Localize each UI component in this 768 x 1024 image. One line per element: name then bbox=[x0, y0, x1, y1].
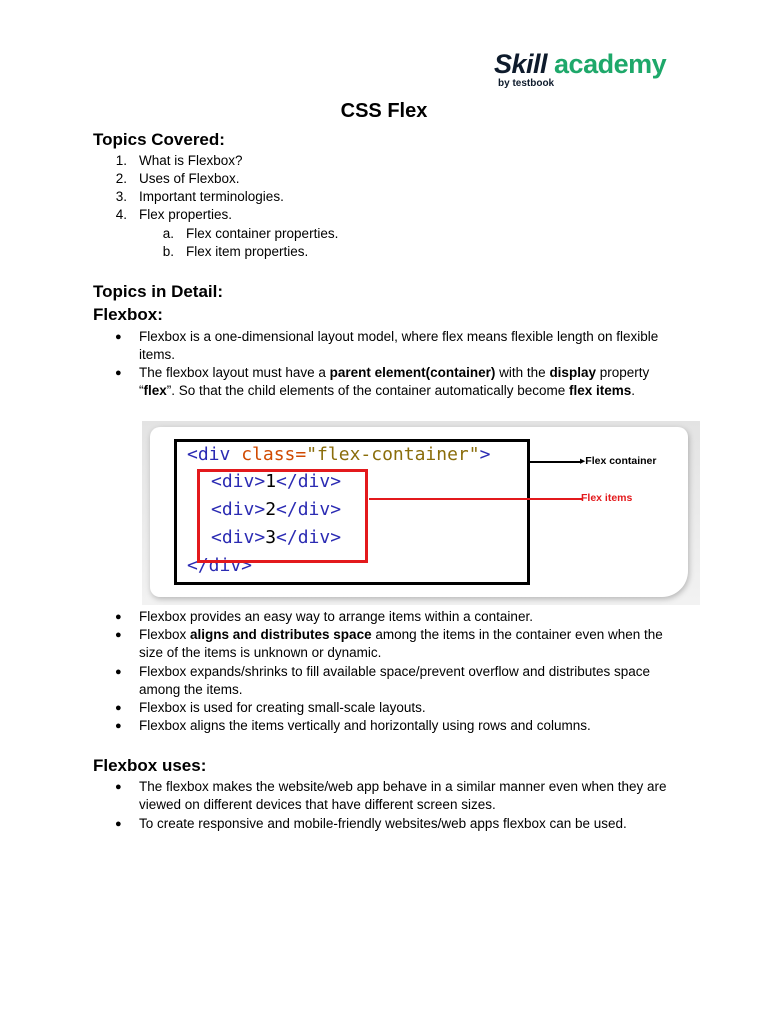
bullet-icon: ● bbox=[115, 629, 122, 641]
flex-container-diagram bbox=[142, 421, 700, 605]
items-arrow-icon bbox=[369, 498, 583, 500]
topics-in-detail-heading: Topics in Detail: bbox=[93, 282, 224, 301]
bullet-icon: ● bbox=[115, 720, 122, 732]
logo-academy-text: academy bbox=[547, 49, 667, 79]
flex-container-label: ▸Flex container bbox=[580, 455, 657, 467]
bullet-icon: ● bbox=[115, 666, 122, 678]
flex-items-highlight-box bbox=[197, 469, 368, 563]
diagram-card bbox=[150, 427, 688, 597]
bullet-icon: ● bbox=[115, 611, 122, 623]
flexbox-heading: Flexbox: bbox=[93, 305, 163, 324]
bullet-icon: ● bbox=[115, 818, 122, 830]
skill-academy-logo bbox=[494, 50, 674, 92]
code-line-child: <div>1</div> bbox=[211, 471, 342, 492]
bullet-icon: ● bbox=[115, 702, 122, 714]
code-line-child: <div>3</div> bbox=[211, 527, 342, 548]
flex-items-label: Flex items bbox=[581, 492, 633, 504]
code-line-close: </div> bbox=[187, 555, 253, 576]
bullet-icon: ● bbox=[115, 331, 122, 343]
logo-subtitle: by testbook bbox=[498, 78, 555, 89]
bullet-icon: ● bbox=[115, 367, 122, 379]
bullet-icon: ● bbox=[115, 781, 122, 793]
code-line-child: <div>2</div> bbox=[211, 499, 342, 520]
topics-covered-heading: Topics Covered: bbox=[93, 130, 225, 149]
container-arrow-icon bbox=[527, 461, 582, 463]
logo-skill-text: Skill bbox=[494, 49, 548, 79]
flexbox-uses-heading: Flexbox uses: bbox=[93, 756, 207, 775]
page-title: CSS Flex bbox=[340, 100, 428, 122]
code-line-open: <div class="flex-container"> bbox=[187, 444, 491, 465]
code-container-box bbox=[174, 439, 530, 585]
